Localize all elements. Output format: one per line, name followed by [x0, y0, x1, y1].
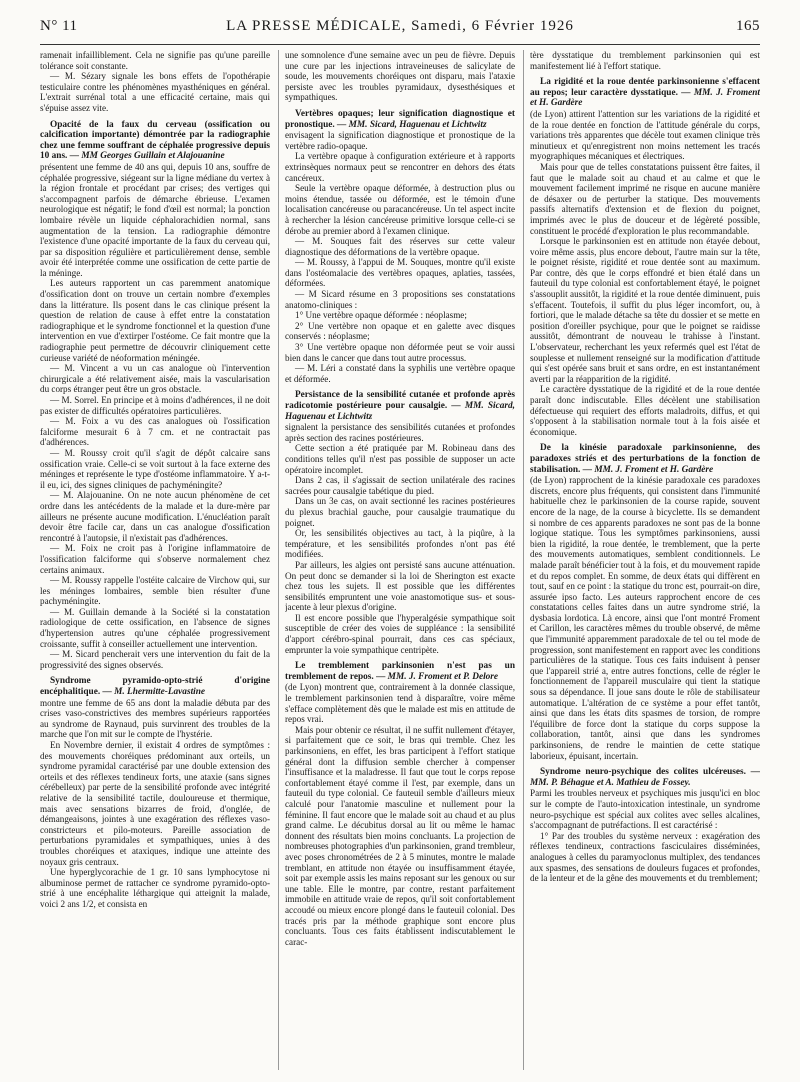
paragraph: Les auteurs rapportent un cas paremment anatomique d'ossification dont on trouve un certain nombre d'exemples dans la littérature. Ils posent dans le cas clinique présent la question de relation de cause à effet entre la constatation radiographique et le syndrome fonctionnel et la question d'une intervention en vue d'extirper l'ostéome. Ce fait montre que la radiographie peut permettre de découvrir cliniquement cette curieuse variété de néoformation méningée.: [40, 278, 270, 363]
heading-authors: — MM. J. Froment et P. Delore: [376, 671, 499, 682]
heading-title: Persistance de la sensibilité cutanée et profonde après radicotomie postérieure pour causalgie.: [285, 390, 515, 411]
paragraph: Cette section a été pratiquée par M. Robineau dans des conditions telles qu'il n'est pas possible de supposer un acte opératoire incomplet.: [285, 443, 515, 475]
paragraph: 1° Une vertèbre opaque déformée : néoplasme;: [295, 310, 467, 321]
heading-authors: — MM. J. Froment et H. Gardère: [530, 87, 760, 109]
page-header: [40, 18, 760, 40]
paragraph: montre une femme de 65 ans dont la maladie débuta par des crises vaso-constrictives des membres supérieurs rapportées au syndrome de Raynaud, puis survinrent des troubles de la marche que l'on mit sur le compte de l'hystérie.: [40, 697, 270, 740]
paragraph: Dans 2 cas, il s'agissait de section unilatérale des racines sacrées pour causalgie tabétique du pied.: [285, 475, 515, 496]
column-left: [40, 50, 270, 1070]
paragraph: Parmi les troubles nerveux et psychiques mis jusqu'ici en bloc sur le compte de l'auto-intoxication intestinale, un syndrome neuro-psychique est spécial aux colites avec selles alcalines, s'accompagnant de putréfactions. Il est caractérisé :: [530, 788, 760, 831]
paragraph: En Novembre dernier, il existait 4 ordres de symptômes : des mouvements choréiques prédominant aux orteils, un syndrome pyramidal caractérisé par une double extension des orteils et des réflexes tendineux forts, une ataxie (sans signes cérébelleux) par perte de la sensibilité profonde avec intégrité relative de la sensibilité tactile, douloureuse et thermique, mais avec sensations bizarres de froid, d'onglée, de démangeaisons, jointes à une exagération des réflexes vaso-constricteurs et pilo-moteurs. Pareille association de perturbations pyramidales et sympathiques, unies à des troubles choréiques et ataxiques, indique une atteinte des noyaux gris centraux.: [40, 740, 270, 867]
paragraph: (de Lyon) montrent que, contrairement à la donnée classique, le tremblement parkinsonien tend à disparaître, voire même s'efface complètement dès que le malade est mis en attitude de repos vrai.: [285, 682, 515, 725]
heading-title: De la kinésie paradoxale parkinsonienne, des paradoxes striés et des perturbations de la fonction de stabilisation.: [530, 443, 760, 475]
paragraph: — M. Roussy, à l'appui de M. Souques, montre qu'il existe dans l'ostéomalacie des vertèbres opaques, aplaties, tassées, déformées.: [285, 257, 515, 289]
heading-title: Opacité de la faux du cerveau (ossification ou calcification importante) démontrée par la radiographie chez une femme souffrant de céphalée progressive depuis 10 ans.: [40, 119, 270, 162]
paragraph: 3° Une vertèbre opaque non déformée peut se voir aussi bien dans le cancer que dans tout autre processus.: [285, 342, 515, 363]
paragraph: Mais pour que de telles constatations puissent être faites, il faut que le malade soit au chaud et au calme et que le mouvement facilement imprimé ne risque en aucune manière de désaxer ou de perturber la statique. Des mouvements passifs alternatifs d'extension et de flexion du poignet, imprimés avec le plus de douceur et de légèreté possible, constituent le procédé d'exploration le plus recommandable.: [530, 161, 760, 236]
paragraph: (de Lyon) attirent l'attention sur les variations de la rigidité et de la roue dentée en fonction de l'attitude générale du corps, variations très apparentes que décèle tout examen clinique très minutieux et qu'enregistrent non moins nettement les tracés myographiques mécaniques et électriques.: [530, 108, 760, 162]
paragraph: Seule la vertèbre opaque déformée, à destruction plus ou moins étendue, tassée ou déformée, est le témoin d'une localisation cancéreuse ou paracancéreuse. Un tel aspect incite à rechercher la lésion cancéreuse primitive lorsque celle-ci se dérobe au premier abord à l'examen clinique.: [285, 183, 515, 236]
paragraph: (de Lyon) rapprochent de la kinésie paradoxale ces paradoxes discrets, encore plus fréquents, qui consistent dans l'immunité habituelle chez le parkinsonien de la course rapide, souvent encore de la nage, de la course à bicyclette. Ils se demandent si nombre de ces apparents paradoxes ne sont pas de la bonne logique statique. Tous les symptômes parkinsoniens, aussi bien la rigidité, la roue dentée, le tremblement, que la perte des mouvements automatiques, semblent conditionnels. Le malade paraît bénéficier tout à la fois, et du mouvement rapide et du repos complet. En somme, de deux états qui diffèrent en tout, sauf en ce point : la statique du tronc est, pourrait-on dire, assurée ipso facto. Les auteurs rapprochent encore de ces constatations celles faites dans un autre syndrome strié, la dysbasia lordotica. Là encore, ainsi que l'ont montré Froment et Carillon, les caractères mêmes du trouble observé, de même que l'immunité apparemment paradoxale de tel ou tel mode de progression, sont manifestement en rapport avec les conditions particulières de la statique. Tous ces faits induisent à penser que l'appareil strié a, entre autres fonctions, celle de régler le fonctionnement de l'appareil musculaire qui tient la statique sous sa dépendance. Il joue sans doute le rôle de stabilisateur automatique. L'altération de ce système a pour effet tantôt, ainsi que dans les états dits spasmes de torsion, de rompre l'équilibre de force dont la statique du corps suppose la collaboration, tantôt, ainsi que dans les syndromes parkinsoniens, de rendre le maintien de cette statique laborieux, épuisant, incertain.: [530, 475, 760, 761]
paragraph: — M. Alajouanine. On ne note aucun phénomène de cet ordre dans les antécédents de la malade et la dure-mère par ailleurs ne présente aucune modification. L'énucléation paraît devoir être facile car, dans un cas analogue d'ossification rencontré à l'autopsie, il n'existait pas d'adhérences.: [40, 490, 270, 543]
paragraph: envisagent la signification diagnostique et pronostique de la vertèbre radio-opaque.: [285, 130, 515, 151]
heading-title: La rigidité et la roue dentée parkinsonienne s'effacent au repos; leur caractère dysstatique.: [530, 77, 760, 98]
paragraph: présentent une femme de 40 ans qui, depuis 10 ans, souffre de céphalée progressive, siégeant sur la ligne médiane du vertex à la région frontale et procédant par crises; des vertiges qui s'accompagnent parfois de démarche ébrieuse. L'examen neurologique est négatif; le fond d'œil est normal; la ponction lombaire révèle un liquide céphalorachidien normal, sans augmentation de la tension. La radiographie démontre l'existence d'une opacité importante de la faux du cerveau qui, par sa disposition régulière et particulièrement dense, semble avoir été interprétée comme une ossification de cette partie de la méninge.: [40, 161, 270, 278]
heading-title: Le tremblement parkinsonien n'est pas un tremblement de repos.: [285, 661, 515, 682]
paragraph: — M. Foix a vu des cas analogues où l'ossification falciforme mesurait 6 à 7 cm. et ne contractait pas d'adhérences.: [40, 416, 270, 448]
section-heading: [530, 443, 760, 475]
column-right: [530, 50, 760, 1070]
paragraph: Par ailleurs, les algies ont persisté sans aucune atténuation. On peut donc se demander si la loi de Sherington est exacte chez tous les sujets. Il est possible que les différentes sensibilités empruntent une voie anastomotique sus- et sous-jacente à leur plexus d'origine.: [285, 559, 515, 613]
paragraph: — M. Foix ne croit pas à l'origine inflammatoire de l'ossification falciforme qui s'observe normalement chez certains animaux.: [40, 543, 270, 575]
paragraph: Le caractère dysstatique de la rigidité et de la roue dentée paraît donc indiscutable. Elles décèlent une stabilisation défectueuse qui requiert des efforts maladroits, diffus, et qui s'opposent à la stabilisation normale tout à la fois aisée et économique.: [530, 384, 760, 437]
paragraph: 2° Une vertèbre non opaque et en galette avec disques conservés : néoplasme;: [285, 320, 515, 342]
issue-number: N° 11: [40, 18, 78, 34]
paragraph: — M. Roussy rappelle l'ostéite calcaire de Virchow qui, sur les méninges lombaires, semble bien résulter d'une pachyméningite.: [40, 575, 270, 607]
heading-title: Syndrome neuro-psychique des colites ulcéreuses.: [540, 767, 746, 778]
section-heading: [285, 109, 515, 130]
section-heading: [285, 390, 515, 422]
column-divider: [523, 50, 524, 1070]
header-rule: [40, 44, 760, 45]
section-heading: [285, 661, 515, 682]
heading-authors: — MM. Sicard, Haguenau et Lichtwitz: [337, 119, 487, 130]
paragraph: — M. Roussy croit qu'il s'agit de dépôt calcaire sans ossification vraie. Celle-ci se voit surtout à la face externe des méninges et représente le type d'ostéome inflammatoire. Y a-t-il eu, ici, des signes cliniques de pachyméningite?: [40, 447, 270, 490]
paragraph: — M. Sicard pencherait vers une intervention du fait de la progressivité des signes observés.: [40, 649, 270, 670]
paragraph: — M. Souques fait des réserves sur cette valeur diagnostique des déformations de la vertèbre opaque.: [285, 236, 515, 257]
paragraph: — M. Guillain demande à la Société si la constatation radiologique de cette ossification, en l'absence de signes d'hypertension autres qu'une céphalée progressivement croissante, suffit à conseiller actuellement une intervention.: [40, 606, 270, 649]
paragraph: Il est encore possible que l'hyperalgésie sympathique soit susceptible de créer des voies de suppléance : la sensibilité d'apport cérébro-spinal pourrait, dans ces cas spéciaux, emprunter la voie sympathique centripète.: [285, 612, 515, 655]
paragraph: tère dysstatique du tremblement parkinsonien qui est manifestement lié à l'effort statique.: [530, 50, 760, 71]
heading-authors: — MM. J. Froment et H. Gardère: [582, 464, 714, 475]
paragraph: Mais pour obtenir ce résultat, il ne suffit nullement d'étayer, si parfaitement que ce soit, le bras qui tremble. Chez les parkinsoniens, en effet, les bras participent à l'effort statique général dont la diffusion semble chercher à compenser l'insuffisance et la maladresse. Il faut que tout le corps repose confortablement étayé comme il l'est, par exemple, dans un fauteuil du type colonial. Ce fauteuil semble d'ailleurs mieux calculé pour l'anatomie masculine et nullement pour la féminine. Il faut encore que le malade soit au chaud et au plus grand calme. Le décubitus dorsal au lit ou même le hamac donnent des résultats bien moins concluants. La projection de nombreuses photographies d'un parkinsonien, grand trembleur, avec poses chronométrées de 2 à 5 minutes, montre le malade tremblant, en attitude non étayée ou insuffisamment étayée, soit par exemple assis les mains reposant sur les genoux ou sur une table. Elle le montre, par contre, restant parfaitement immobile en attitude vraie de repos, qu'il soit confortablement accoudé ou mieux encore plongé dans le fauteuil colonial. Des tracés pris par la méthode graphique sont encore plus concluants. Tous ces faits établissent indiscutablement le carac-: [285, 724, 515, 947]
paragraph: signalent la persistance des sensibilités cutanées et profondes après section des racines postérieures.: [285, 422, 515, 443]
section-heading: [40, 120, 270, 162]
heading-authors: — MM. P. Béhague et A. Mathieu de Fossey.: [530, 767, 760, 788]
paragraph: une somnolence d'une semaine avec un peu de fièvre. Depuis une cure par les injections intraveineuses de salicylate de soude, les mouvements choréiques ont disparu, mais l'ataxie persiste avec les troubles pyramidaux, dysesthésiques et sympathiques.: [285, 50, 515, 103]
column-middle: [285, 50, 515, 1070]
heading-authors: — MM Georges Guillain et Alajouanine: [69, 151, 225, 162]
paragraph: — M. Vincent a vu un cas analogue où l'intervention chirurgicale a été relativement aisée, mais la vascularisation du corps étranger peut être un gros obstacle.: [40, 363, 270, 395]
paragraph: Une hyperglycorachie de 1 gr. 10 sans lymphocytose ni albuminose permet de rattacher ce syndrome pyramido-opto-strié à une encéphalite léthargique qui atteignit la malade, voici 2 ans 1/2, et consista en: [40, 867, 270, 909]
paragraph: La vertèbre opaque à configuration extérieure et à rapports extrinsèques normaux peut se rencontrer en dehors des états cancéreux.: [285, 151, 515, 183]
heading-title: Syndrome pyramido-opto-strié d'origine encéphalitique.: [40, 676, 270, 698]
heading-authors: — M. Lhermitte-Lavastine: [102, 687, 206, 698]
heading-title: Vertèbres opaques; leur signification diagnostique et pronostique.: [285, 108, 515, 130]
paragraph: Or, les sensibilités objectives au tact, à la piqûre, à la température, et les sensibilités profondes n'ont pas été modifiées.: [285, 528, 515, 560]
section-heading: [530, 77, 760, 109]
section-heading: [40, 676, 270, 697]
paragraph: Lorsque le parkinsonien est en attitude non étayée debout, voire même assis, plus encore debout, l'autre main sur la tête, le poignet résiste, rigidité et roue dentée sont au maximum. Par contre, dès que le corps effondré et bien étalé dans un fauteuil du type colonial est confortablement étayé, le poignet s'assouplit aussitôt, la rigidité et la roue dentée diminuent, puis s'effacent. Toutefois, il suffit du plus léger incomfort, ou, à fortiori, que le malade détache sa tête du dossier et se mette en position d'oreiller psychique, pour que le poignet se raidisse aussitôt, démontrant de nouveau le trahisse à l'instant. L'observateur, recherchant les yeux refermés quel est l'état de souplesse et nullement renseigné sur la modification d'attitude qui s'est opérée sans bruit et sans ordre, en est instantanément averti par la réapparition de la rigidité.: [530, 236, 760, 384]
heading-authors: — MM. Sicard, Haguenau et Lichtwitz: [285, 401, 515, 422]
paragraph: — M. Sézary signale les bons effets de l'opothérapie testiculaire contre les phénomènes myasthéniques en général. L'extrait surrénal total a une efficacité certaine, mais qui s'épuise assez vite.: [40, 71, 270, 113]
column-divider: [278, 50, 279, 1070]
paragraph: — M. Léri a constaté dans la syphilis une vertèbre opaque et déformée.: [285, 363, 515, 384]
section-heading: [530, 767, 760, 788]
page-number: 165: [736, 18, 760, 34]
paragraph: Dans un 3e cas, on avait sectionné les racines postérieures du plexus brachial gauche, pour causalgie traumatique du poignet.: [285, 496, 515, 528]
paragraph: — M. Sorrel. En principe et à moins d'adhérences, il ne doit pas exister de difficultés opératoires particulières.: [40, 395, 270, 416]
paragraph: 1° Par des troubles du système nerveux : exagération des réflexes tendineux, contractions fasciculaires disséminées, analogues à celles du paramyoclonus multiplex, des tendances aux spasmes, des sensations de douleurs fugaces et profondes, de la lenteur et de la gêne des mouvements et du tremblement;: [530, 830, 760, 884]
paragraph: — M Sicard résume en 3 propositions ses constatations anatomo-cliniques :: [285, 289, 515, 310]
paragraph: ramenait infailliblement. Cela ne signifie pas qu'une pareille tolérance soit constante.: [40, 50, 270, 71]
journal-title: LA PRESSE MÉDICALE, Samedi, 6 Février 1926: [226, 18, 574, 34]
